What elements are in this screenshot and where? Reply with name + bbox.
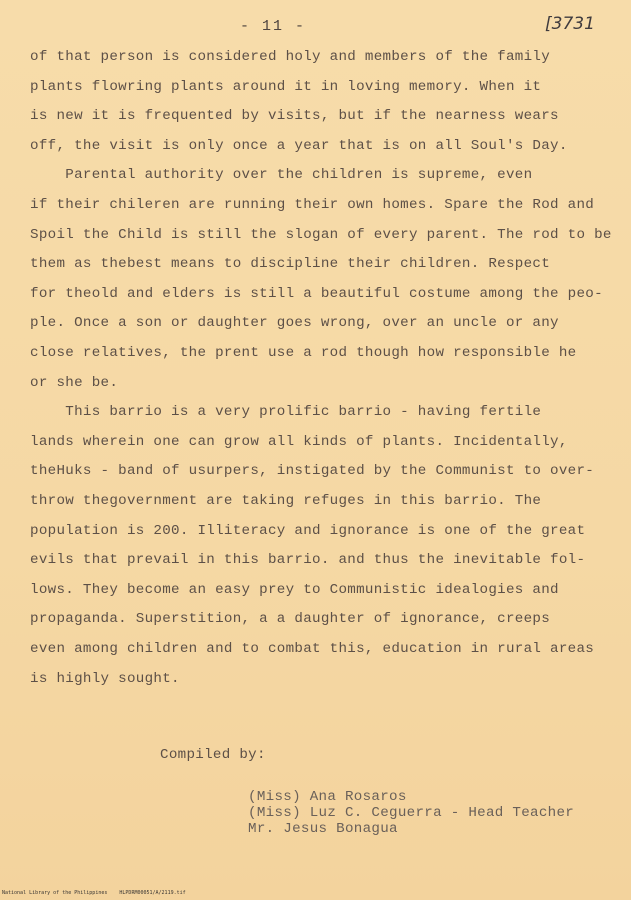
text-line: them as thebest means to discipline their children. Respect — [30, 256, 551, 273]
text-line: This barrio is a very prolific barrio - having fertile — [30, 404, 542, 421]
archive-mark: [3731 — [545, 14, 595, 34]
text-line: population is 200. Illiteracy and ignorance is one of the great — [30, 522, 586, 539]
text-line: of that person is considered holy and members of the family — [30, 49, 551, 65]
text-line: off, the visit is only once a year that is on all Soul's Day. — [30, 137, 568, 154]
text-line: even among children and to combat this, education in rural areas — [30, 641, 595, 657]
text-line: for theold and elders is still a beautiful costume among the peo- — [30, 285, 603, 302]
text-line: evils that prevail in this barrio. and thus the inevitable fol- — [30, 552, 586, 569]
compiler-name: (Miss) Luz C. Ceguerra - Head Teacher — [248, 805, 575, 821]
text-line: or she be. — [30, 374, 119, 391]
text-line: plants flowring plants around it in loving memory. When it — [30, 78, 542, 95]
page-header — [0, 14, 631, 44]
compiler-name: Mr. Jesus Bonagua — [248, 821, 398, 837]
archive-footer: National Library of the Philippines HLPDRM00051/A/2119.tif — [2, 890, 186, 896]
text-line: lands wherein one can grow all kinds of plants. Incidentally, — [30, 433, 568, 450]
text-line: lows. They become an easy prey to Communistic idealogies and — [30, 581, 559, 598]
text-line: close relatives, the prent use a rod though how responsible he — [30, 345, 577, 361]
text-line: is new it is frequented by visits, but if the nearness wears — [30, 108, 559, 125]
page-number: - 11 - — [240, 18, 307, 35]
text-line: propaganda. Superstition, a a daughter of ignorance, creeps — [30, 611, 551, 628]
text-line: Parental authority over the children is supreme, even — [30, 167, 533, 184]
text-line: throw thegovernment are taking refuges in this barrio. The — [30, 493, 542, 509]
text-line: theHuks - band of usurpers, instigated by the Communist to over- — [30, 463, 595, 480]
compiler-name: (Miss) Ana Rosaros — [248, 789, 407, 805]
text-line: if their chileren are running their own homes. Spare the Rod and — [30, 197, 595, 213]
text-line: is highly sought. — [30, 670, 180, 687]
compiled-by-label: Compiled by: — [160, 747, 266, 763]
text-line: ple. Once a son or daughter goes wrong, over an uncle or any — [30, 315, 559, 332]
text-line: Spoil the Child is still the slogan of every parent. The rod to be — [30, 226, 612, 243]
